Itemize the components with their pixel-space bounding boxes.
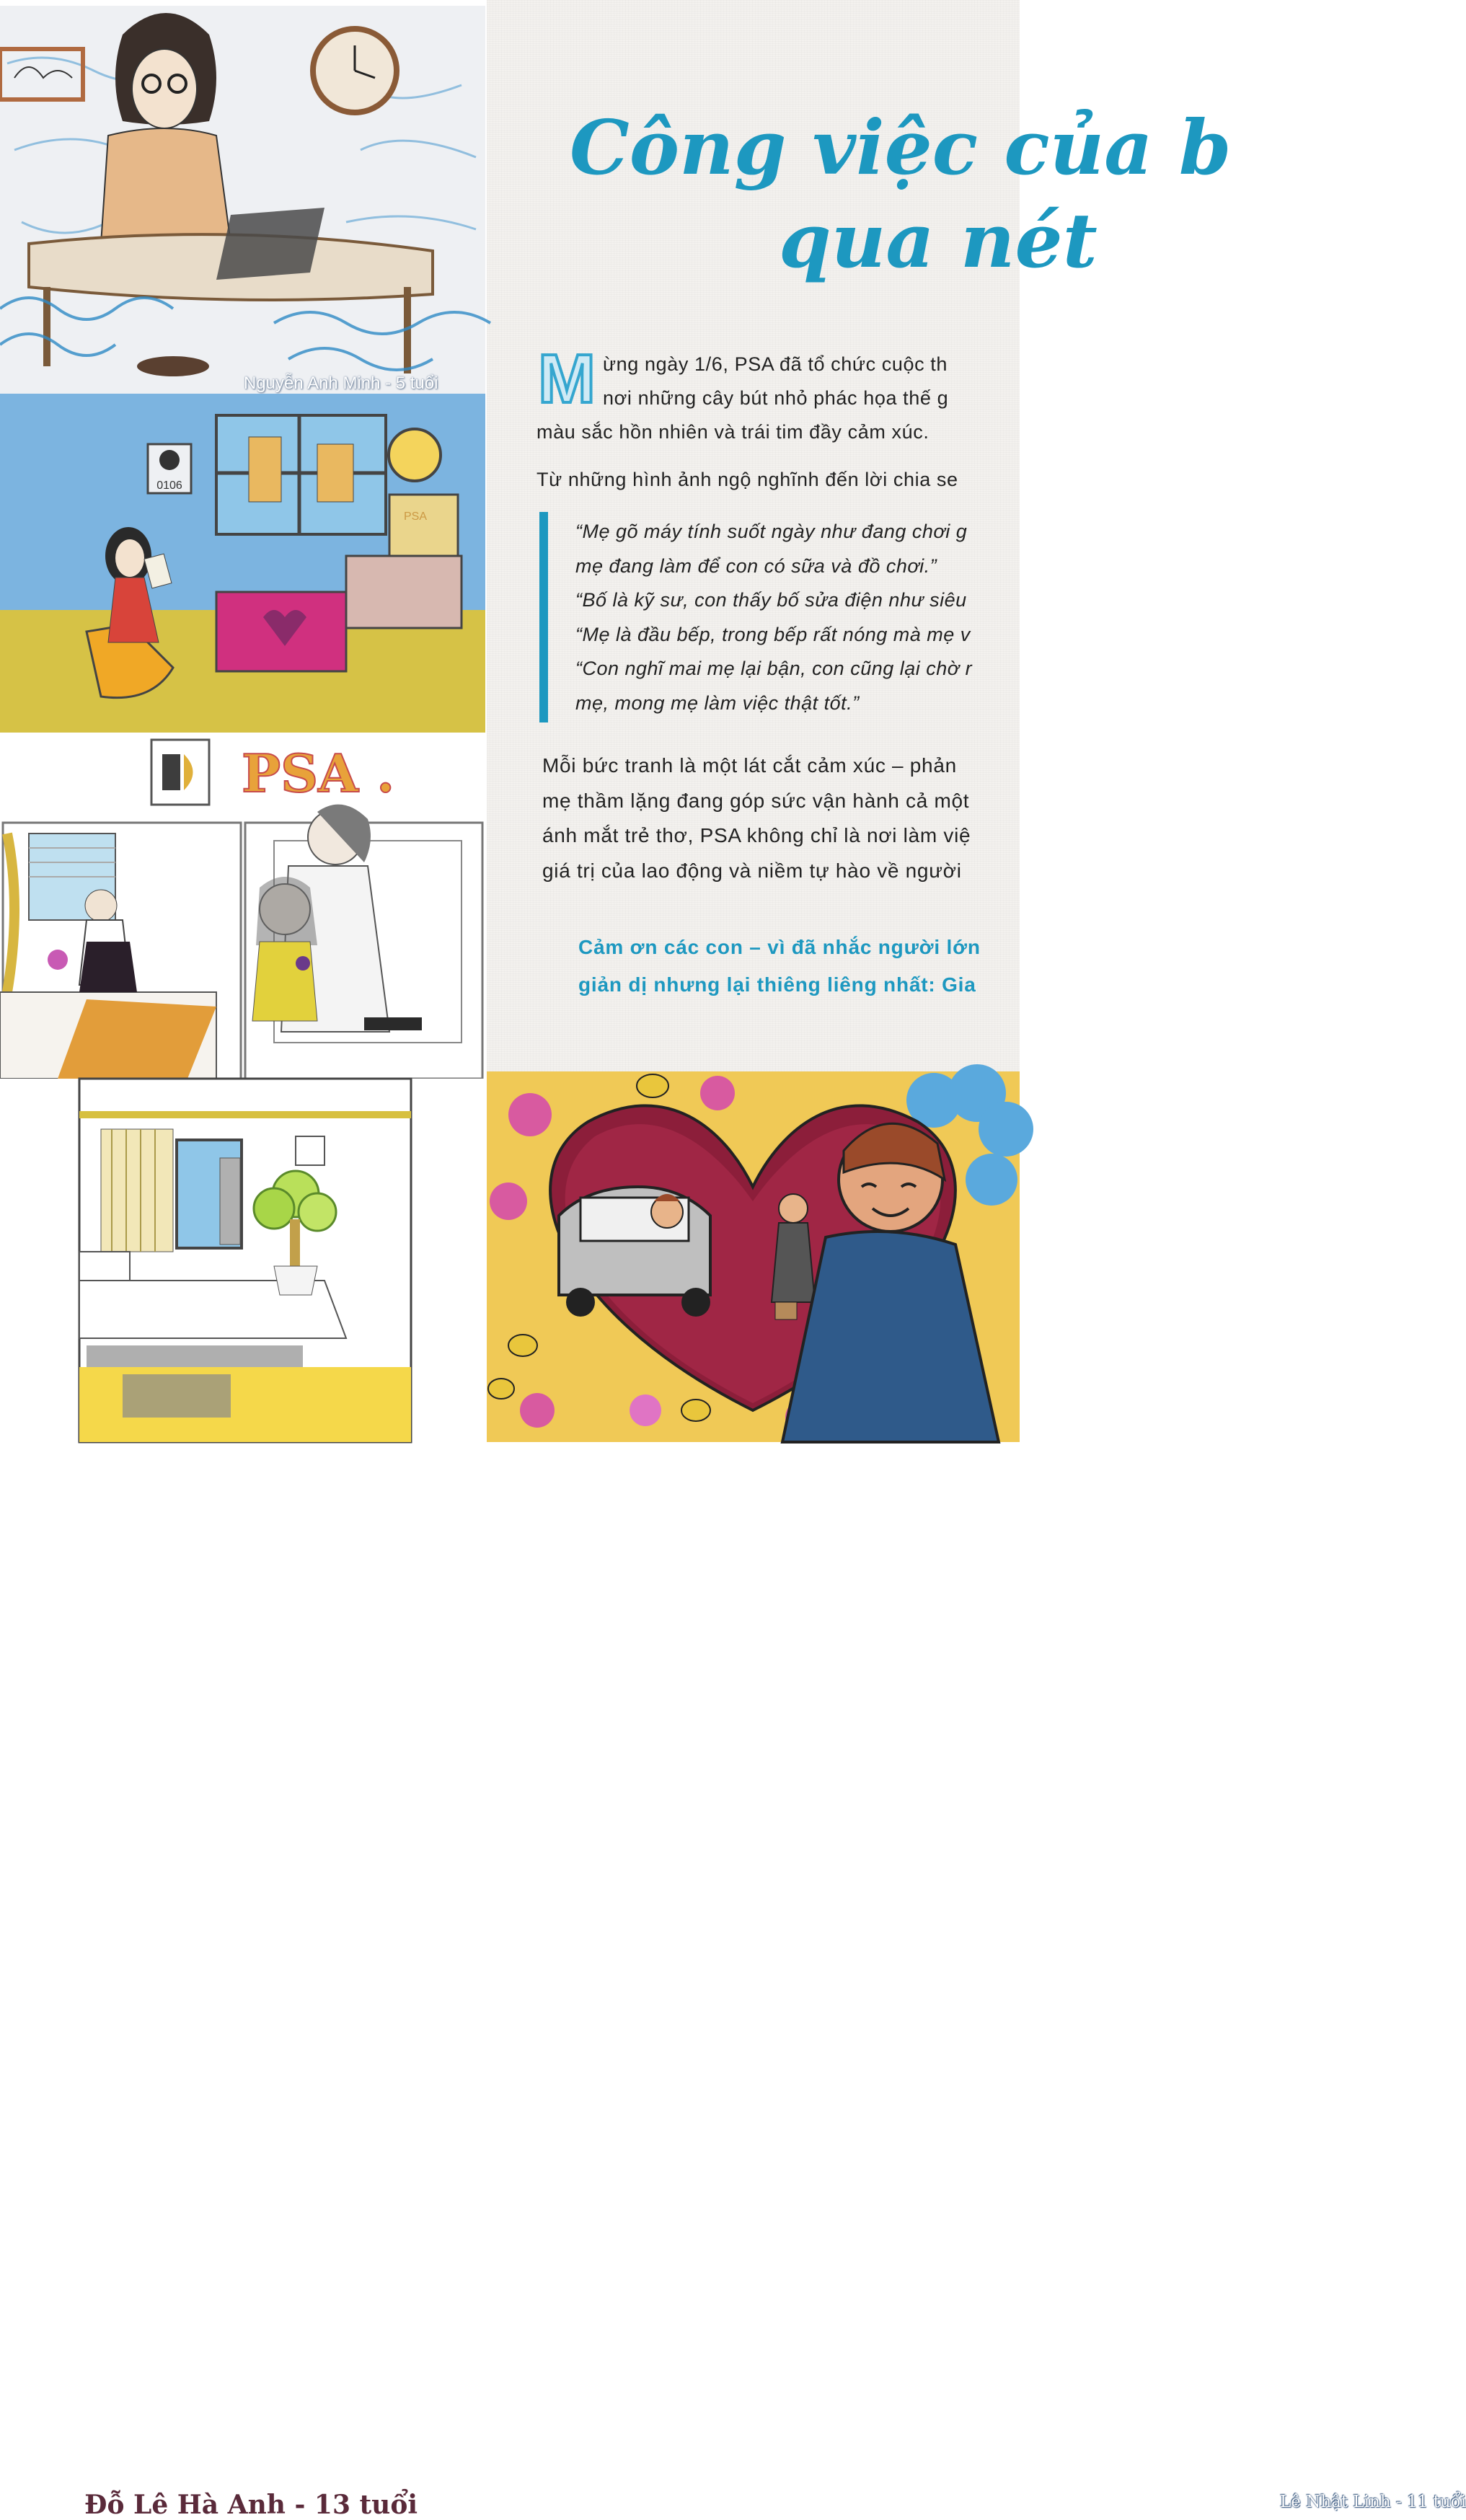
title-line-2: qua nét bbox=[779, 196, 1098, 286]
drawing-logo-text: PSA . bbox=[242, 743, 395, 804]
page-title bbox=[570, 103, 1232, 286]
body-line: ánh mắt trẻ thơ, PSA không chỉ là nơi làm việ bbox=[542, 824, 971, 846]
quote-line: mẹ đang làm để con có sữa và đồ chơi.” bbox=[575, 554, 937, 577]
title-line-1: Công việc của b bbox=[570, 103, 1232, 192]
quote-block bbox=[575, 515, 972, 720]
drawing-girl-in-office bbox=[0, 394, 485, 733]
quote-bar bbox=[539, 512, 548, 722]
intro-paragraph bbox=[536, 340, 1041, 449]
drop-cap: M bbox=[538, 340, 596, 417]
drawing-heart-car bbox=[487, 1071, 1466, 2511]
drawing-badge-text: 0106 bbox=[156, 479, 182, 492]
drawing-caption: Nguyễn Anh Minh - 5 tuổi bbox=[244, 373, 438, 393]
quote-line: “Mẹ là đầu bếp, trong bếp rất nóng mà mẹ v bbox=[575, 623, 971, 645]
thanks-line: giản dị nhưng lại thiêng liêng nhất: Gia bbox=[578, 973, 976, 996]
quote-line: “Con nghĩ mai mẹ lại bận, con cũng lại chờ r bbox=[575, 658, 973, 679]
drawing-hotel-room bbox=[0, 733, 485, 1079]
quote-line: mẹ, mong mẹ làm việc thật tốt.” bbox=[575, 691, 860, 714]
drawing-psa-text: PSA bbox=[404, 510, 428, 523]
body-line: giá trị của lao động và niềm tự hào về người bbox=[542, 859, 962, 882]
body-paragraph bbox=[542, 748, 971, 888]
lead-paragraph: Từ những hình ảnh ngộ nghĩnh đến lời chia se bbox=[536, 469, 958, 490]
thanks-callout bbox=[578, 929, 981, 1004]
body-line: mẹ thầm lặng đang góp sức vận hành cả một bbox=[542, 789, 970, 812]
intro-line: màu sắc hồn nhiên và trái tim đầy cảm xúc. bbox=[536, 421, 930, 443]
drawing-mother-at-desk bbox=[0, 6, 485, 394]
quote-line: “Bố là kỹ sư, con thấy bố sửa điện như siêu bbox=[575, 589, 967, 611]
drawing-bedroom bbox=[0, 1079, 487, 2520]
drawing-caption: Lê Nhật Linh - 11 tuổi bbox=[1280, 2493, 1466, 2511]
drawing-caption: Đỗ Lê Hà Anh - 13 tuổi bbox=[84, 2490, 418, 2520]
body-line: Mỗi bức tranh là một lát cắt cảm xúc – phản bbox=[542, 754, 957, 777]
intro-line: nơi những cây bút nhỏ phác họa thế g bbox=[603, 387, 949, 409]
intro-line: ừng ngày 1/6, PSA đã tổ chức cuộc th bbox=[603, 353, 948, 375]
thanks-line: Cảm ơn các con – vì đã nhắc người lớn bbox=[578, 936, 981, 958]
quote-line: “Mẹ gõ máy tính suốt ngày như đang chơi g bbox=[575, 521, 968, 542]
